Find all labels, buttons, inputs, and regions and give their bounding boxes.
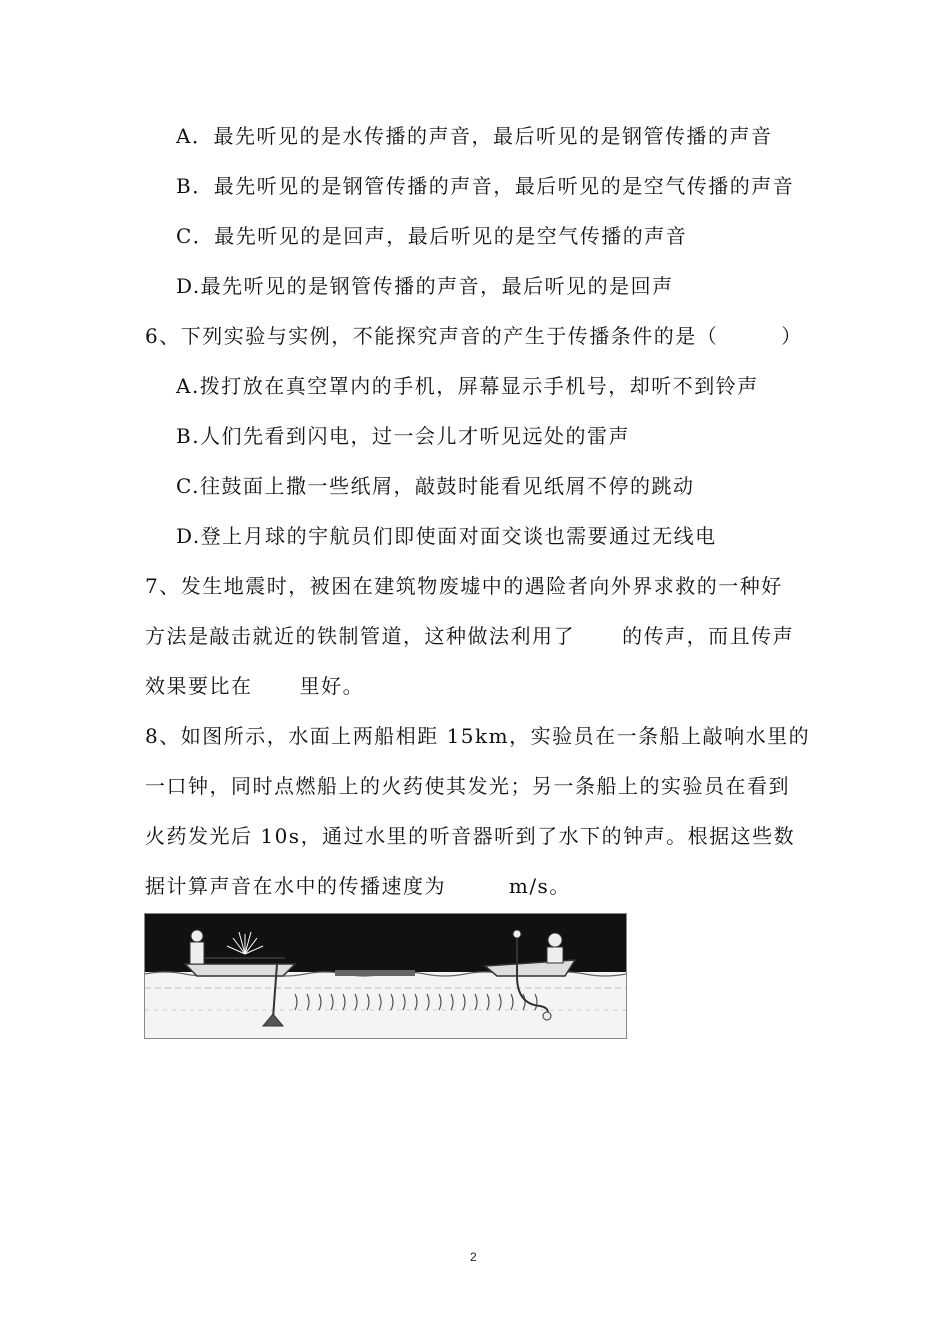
figure-illustration (145, 914, 626, 1038)
q6-option-c: C.往鼓面上撒一些纸屑，敲鼓时能看见纸屑不停的跳动 (176, 474, 695, 498)
left-person (191, 930, 203, 942)
q6-option-b: B.人们先看到闪电，过一会儿才听见远处的雷声 (176, 424, 631, 448)
right-person (548, 933, 562, 947)
q6-option-a: A.拨打放在真空罩内的手机，屏幕显示手机号，却听不到铃声 (176, 374, 759, 398)
q7-line-3: 效果要比在 里好。 (145, 674, 365, 698)
q5-option-b: B．最先听见的是钢管传播的声音，最后听见的是空气传播的声音 (176, 174, 795, 198)
q5-option-a: A．最先听见的是水传播的声音，最后听见的是钢管传播的声音 (176, 124, 773, 148)
q5-option-d: D.最先听见的是钢管传播的声音，最后听见的是回声 (176, 274, 674, 298)
q6-option-d: D.登上月球的宇航员们即使面对面交谈也需要通过无线电 (176, 524, 717, 548)
q8-line-4: 据计算声音在水中的传播速度为 m/s。 (145, 874, 571, 898)
distant-shore (335, 970, 415, 976)
q7-line-2: 方法是敲击就近的铁制管道，这种做法利用了 的传声，而且传声 (145, 624, 795, 648)
hydrophone (543, 1012, 551, 1020)
page-number: 2 (470, 1250, 477, 1264)
q8-line-3: 火药发光后 10s，通过水里的听音器听到了水下的钟声。根据这些数 (145, 824, 796, 848)
left-boat (185, 964, 295, 976)
q6-stem: 6、下列实验与实例，不能探究声音的产生于传播条件的是（ ） (145, 324, 803, 348)
q5-option-c: C．最先听见的是回声，最后听见的是空气传播的声音 (176, 224, 688, 248)
q8-line-1: 8、如图所示，水面上两船相距 15km，实验员在一条船上敲响水里的 (145, 724, 811, 748)
q7-line-1: 7、发生地震时，被困在建筑物废墟中的遇险者向外界求救的一种好 (145, 574, 783, 598)
water (145, 972, 626, 1038)
boats-sound-experiment-figure (144, 913, 627, 1039)
q8-line-2: 一口钟，同时点燃船上的火药使其发光；另一条船上的实验员在看到 (145, 774, 790, 798)
